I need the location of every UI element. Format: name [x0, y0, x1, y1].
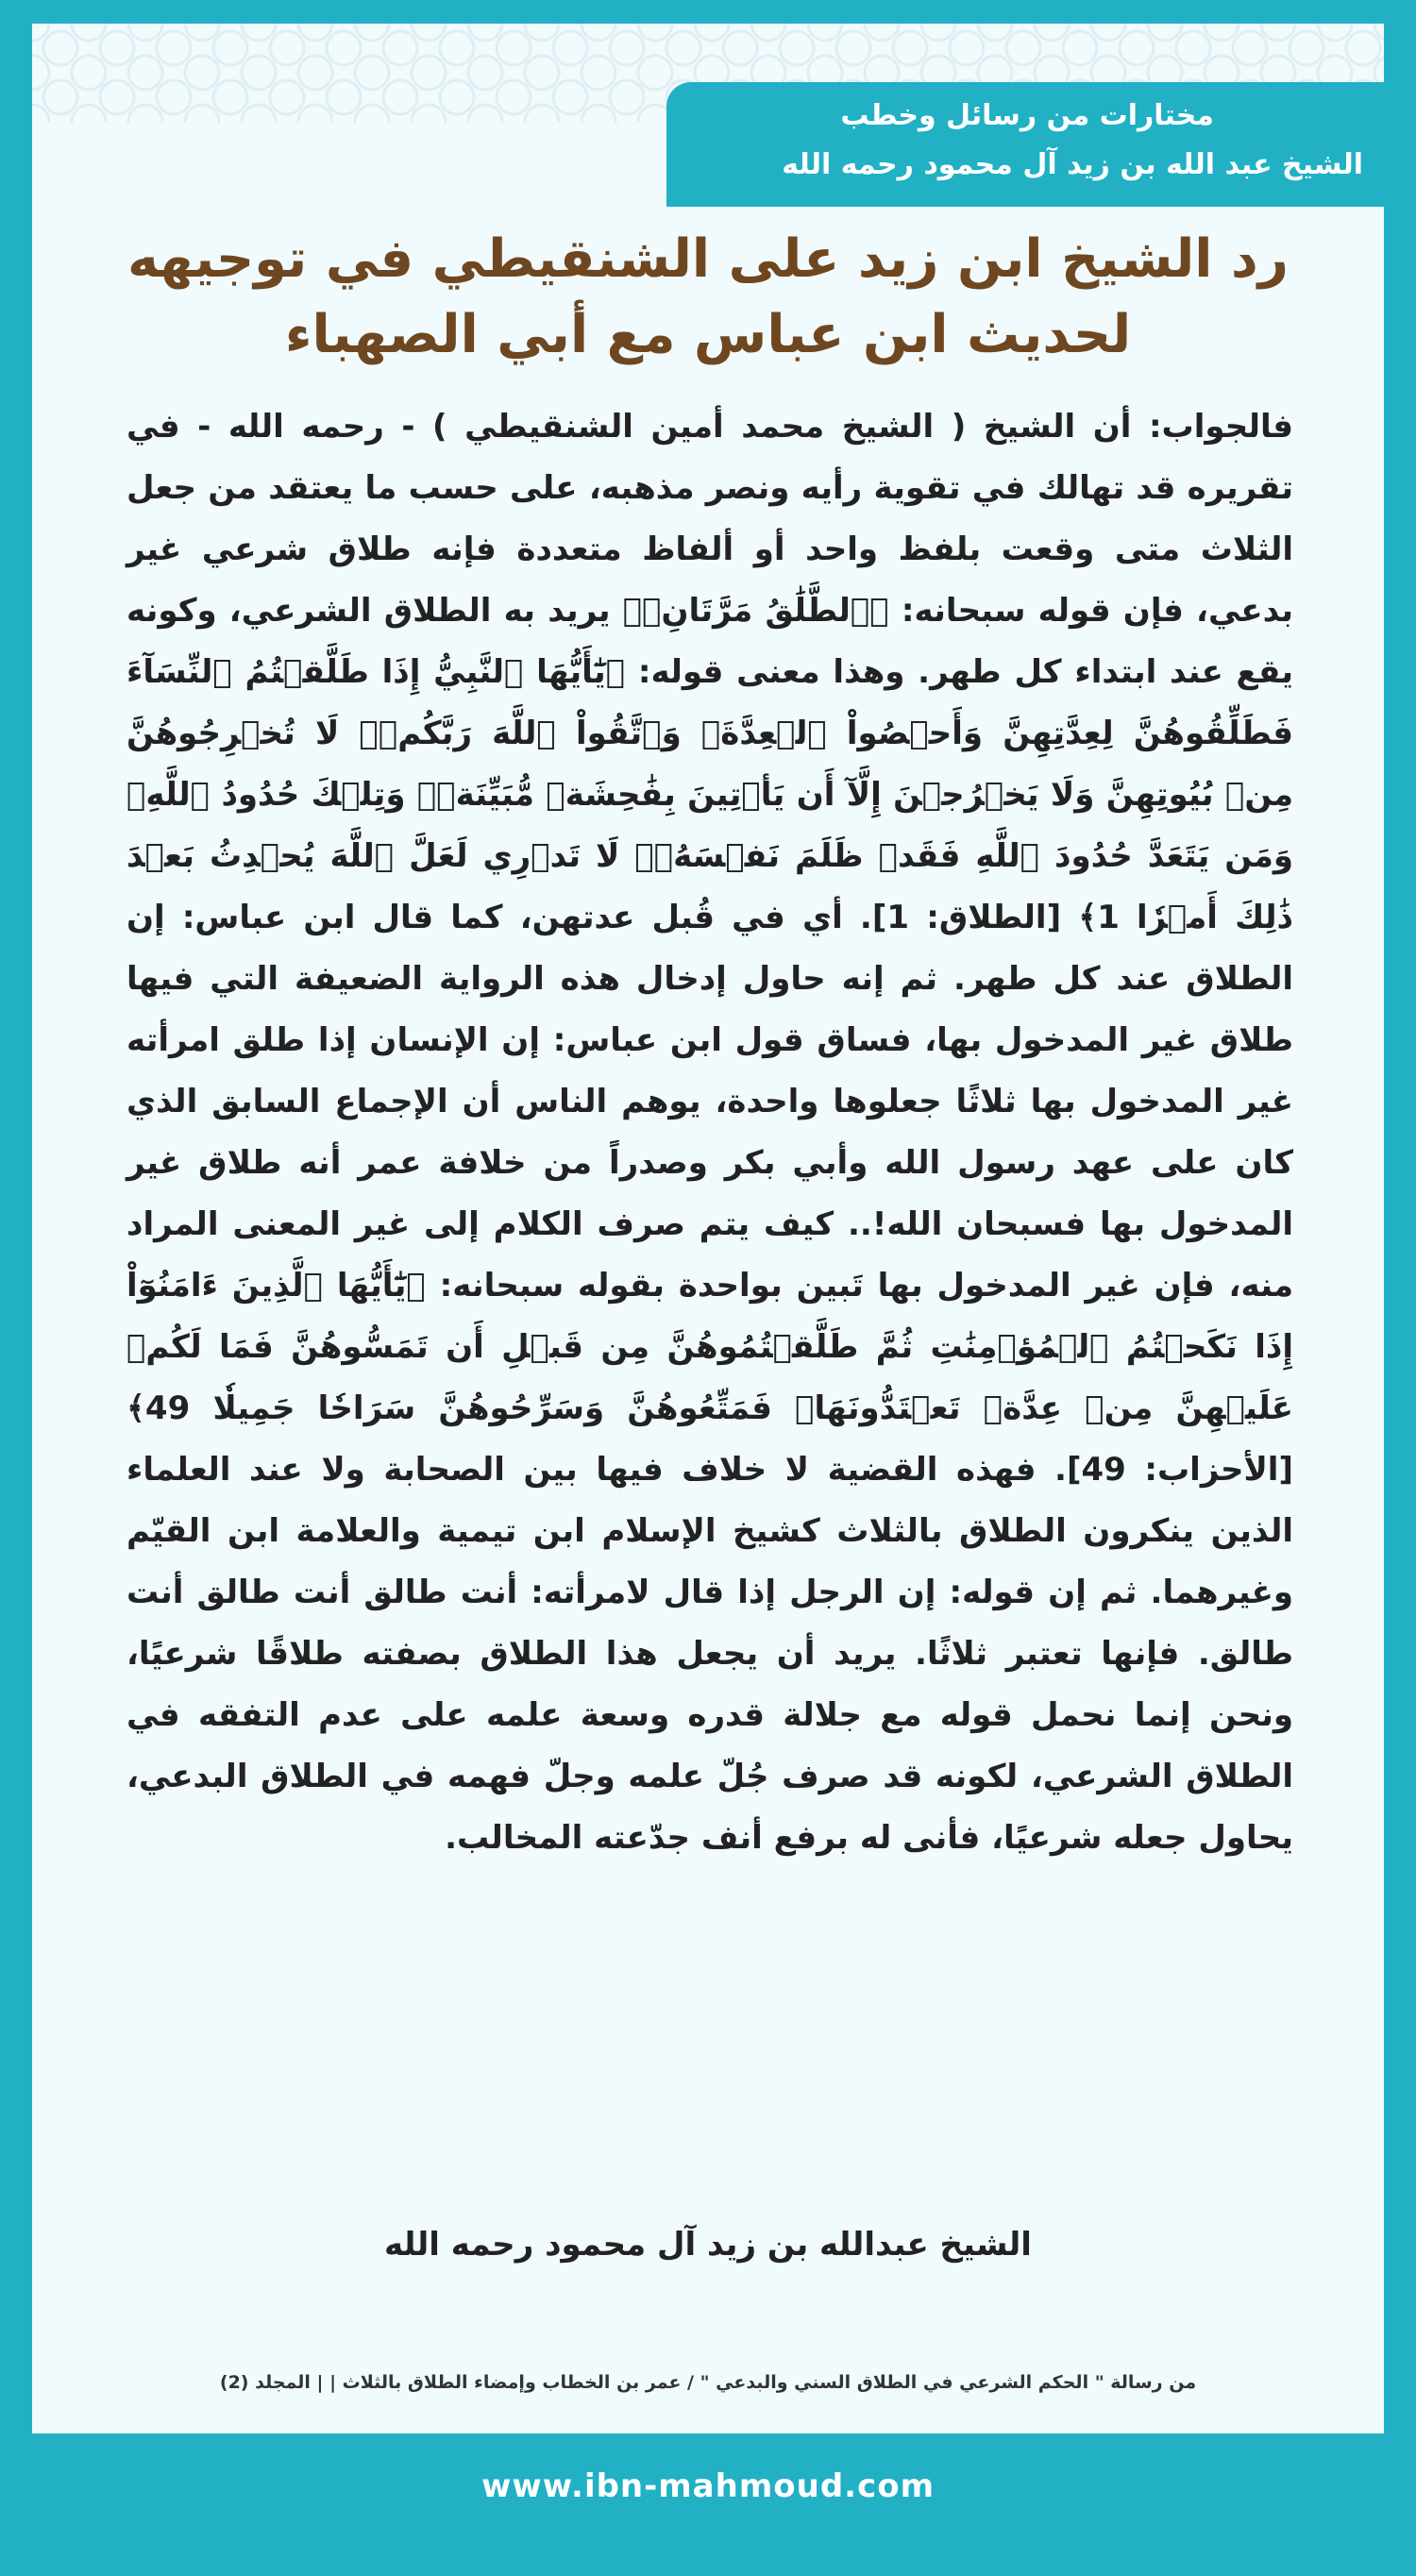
article-body: فالجواب: أن الشيخ ( الشيخ محمد أمين الشنقيطي ) - رحمه الله - في تقريره قد تهالك في تقوية رأيه ونصر مذهبه، على حسب ما يعتقد من جعل الثلاث متى وقعت بلفظ واحد أو ألفاظ متعددة فإنه طلاق شرعي غير بدعي، فإن قوله سبحانه: ﴿ٱلطَّلَٰقُ مَرَّتَانِۖ﴾ يريد به الطلاق الشرعي، وكونه يقع عند ابتداء كل طهر. وهذا معنى قوله: ﴿يَٰٓأَيُّهَا ٱلنَّبِيُّ إِذَا طَلَّقۡتُمُ ٱلنِّسَآءَ فَطَلِّقُوهُنَّ لِعِدَّتِهِنَّ وَأَحۡصُواْ ٱلۡعِدَّةَۖ وَٱتَّقُواْ ٱللَّهَ رَبَّكُمۡۖ لَا تُخۡرِجُوهُنَّ مِنۢ بُيُوتِهِنَّ وَلَا يَخۡرُجۡنَ إِلَّآ أَن يَأۡتِينَ بِفَٰحِشَةٖ مُّبَيِّنَةٖۚ وَتِلۡكَ حُدُودُ ٱللَّهِۚ وَمَن يَتَعَدَّ حُدُودَ ٱللَّهِ فَقَدۡ ظَلَمَ نَفۡسَهُۥۚ لَا تَدۡرِي لَعَلَّ ٱللَّهَ يُحۡدِثُ بَعۡدَ ذَٰلِكَ أَمۡرٗا 1﴾ [الطلاق: 1]. أي في قُبل عدتهن، كما قال ابن عباس: إن الطلاق عند كل طهر. ثم إنه حاول إدخال هذه الرواية الضعيفة التي فيها طلاق غير المدخول بها، فساق قول ابن عباس: إن الإنسان إذا طلق امرأته غير المدخول بها ثلاثًا جعلوها واحدة، يوهم الناس أن الإجماع السابق الذي كان على عهد رسول الله وأبي بكر وصدراً من خلافة عمر أنه طلاق غير المدخول بها فسبحان الله!.. كيف يتم صرف الكلام إلى غير المعنى المراد منه، فإن غير المدخول بها تَبين بواحدة بقوله سبحانه: ﴿يَٰٓأَيُّهَا ٱلَّذِينَ ءَامَنُوٓاْ إِذَا نَكَحۡتُمُ ٱلۡمُؤۡمِنَٰتِ ثُمَّ طَلَّقۡتُمُوهُنَّ مِن قَبۡلِ أَن تَمَسُّوهُنَّ فَمَا لَكُمۡ عَلَيۡهِنَّ مِنۡ عِدَّةٖ تَعۡتَدُّونَهَاۖ فَمَتِّعُوهُنَّ وَسَرِّحُوهُنَّ سَرَاحٗا جَمِيلٗا 49﴾ [الأحزاب: 49]. فهذه القضية لا خلاف فيها بين الصحابة ولا عند العلماء الذين ينكرون الطلاق بالثلاث كشيخ الإسلام ابن تيمية والعلامة ابن القيّم وغيرهما. ثم إن قوله: إن الرجل إذا قال لامرأته: أنت طالق أنت طالق أنت طالق. فإنها تعتبر ثلاثًا. يريد أن يجعل هذا الطلاق بصفته طلاقًا شرعيًا، ونحن إنما نحمل قوله مع جلالة قدره وسعة علمه على عدم التفقه في الطلاق الشرعي، لكونه قد صرف جُلّ علمه وجلّ فهمه في الطلاق البدعي، يحاول جعله شرعيًا، فأنى له برفع أنف جدّعته المخالب. — [126, 408, 1293, 1857]
header-author-name: الشيخ عبد الله بن زيد آل محمود رحمه الله — [782, 148, 1363, 181]
author-signature: الشيخ عبدالله بن زيد آل محمود رحمه الله — [384, 2226, 1032, 2264]
header-banner — [666, 82, 1384, 207]
article-title: رد الشيخ ابن زيد على الشنقيطي في توجيهه لحديث ابن عباس مع أبي الصهباء — [127, 228, 1289, 365]
source-citation: من رسالة " الحكم الشرعي في الطلاق السني والبدعي " / عمر بن الخطاب وإمضاء الطلاق بالثلاث | | المجلد (2) — [219, 2372, 1197, 2393]
website-link[interactable]: www.ibn-mahmoud.com — [480, 2467, 936, 2505]
header-series-title: مختارات من رسائل وخطب — [840, 99, 1214, 132]
content-card — [32, 24, 1384, 2433]
